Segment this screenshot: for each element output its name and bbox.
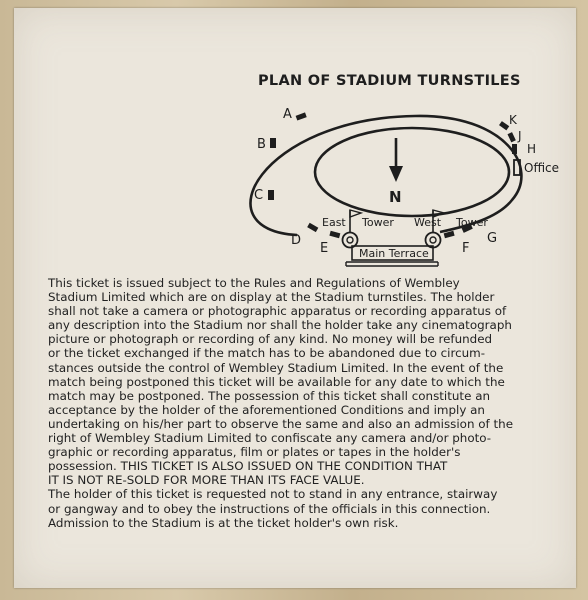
conditions-line: The holder of this ticket is requested not to stand in any entrance, stairway (48, 487, 498, 502)
turnstile-j-label: J (518, 129, 522, 143)
turnstile-d-mark (307, 223, 318, 232)
conditions-line: picture or photograph or recording of any kind. No money will be refunded (48, 332, 493, 347)
conditions-line: acceptance by the holder of the aforementioned Conditions and imply an (48, 402, 485, 417)
conditions-line: Admission to the Stadium is at the ticket holder's own risk. (48, 515, 399, 530)
west-tower-label: West (414, 216, 442, 229)
turnstile-h-mark (512, 144, 517, 154)
west-tower-inner (430, 237, 436, 243)
turnstile-f-label: F (462, 241, 470, 256)
pitch-outline (315, 128, 509, 216)
conditions-line: right of Wembley Stadium Limited to confiscate any camera and/or photo- (48, 431, 492, 446)
turnstile-c-label: C (254, 188, 264, 203)
turnstile-k-mark (499, 121, 509, 130)
turnstile-j-mark (507, 132, 515, 142)
conditions-line: shall not take a camera or photographic apparatus or recording apparatus of (48, 304, 507, 319)
conditions-line: match may be postponed. The possession of this ticket shall constitute an (48, 388, 491, 403)
conditions-line: possession. THIS TICKET IS ALSO ISSUED ON THE CONDITION THAT (48, 459, 448, 474)
conditions-line: stances outside the control of Wembley Stadium Limited. In the event of the (48, 360, 504, 375)
conditions-line: match being postponed this ticket will be available for any date to which the (48, 374, 505, 389)
main-terrace-label: Main Terrace (359, 247, 429, 260)
turnstile-b-mark (270, 138, 276, 148)
turnstile-g-label: G (487, 231, 498, 246)
east-tower-label: East (322, 216, 346, 229)
ticket-conditions (48, 276, 572, 530)
turnstile-c-mark (268, 190, 274, 200)
conditions-line: graphic or recording apparatus, film or plates or tapes in the holder's (48, 445, 461, 460)
north-arrow-head-icon (389, 166, 403, 182)
turnstile-b-label: B (257, 137, 266, 152)
turnstile-h-label: H (527, 142, 537, 156)
plan-title: PLAN OF STADIUM TURNSTILES (258, 73, 521, 89)
east-tower-inner (347, 237, 353, 243)
turnstile-k-label: K (509, 113, 517, 127)
west-tower-word: Tower (456, 216, 488, 229)
turnstile-a-mark (296, 112, 307, 120)
north-label: N (389, 188, 402, 206)
conditions-line: This ticket is issued subject to the Rules and Regulations of Wembley (48, 276, 460, 290)
east-flag-icon (350, 210, 361, 217)
conditions-line: Stadium Limited which are on display at the Stadium turnstiles. The holder (48, 290, 495, 305)
turnstile-d-label: D (291, 233, 302, 248)
office-label: Office (524, 161, 560, 175)
conditions-line: or the ticket exchanged if the match has to be abandoned due to circum- (48, 346, 486, 361)
conditions-line: or gangway and to obey the instructions of the officials in this connection. (48, 501, 491, 516)
east-tower-word: Tower (362, 216, 394, 229)
turnstile-e-label: E (320, 241, 329, 256)
conditions-line: any description into the Stadium nor shall the holder take any cinematograph (48, 318, 512, 333)
turnstile-a-label: A (283, 107, 292, 122)
conditions-line: IT IS NOT RE-SOLD FOR MORE THAN ITS FACE VALUE. (48, 473, 365, 488)
conditions-line: undertaking on his/her part to observe the same and also an admission of the (48, 416, 514, 431)
turnstile-e-mark (329, 231, 340, 238)
